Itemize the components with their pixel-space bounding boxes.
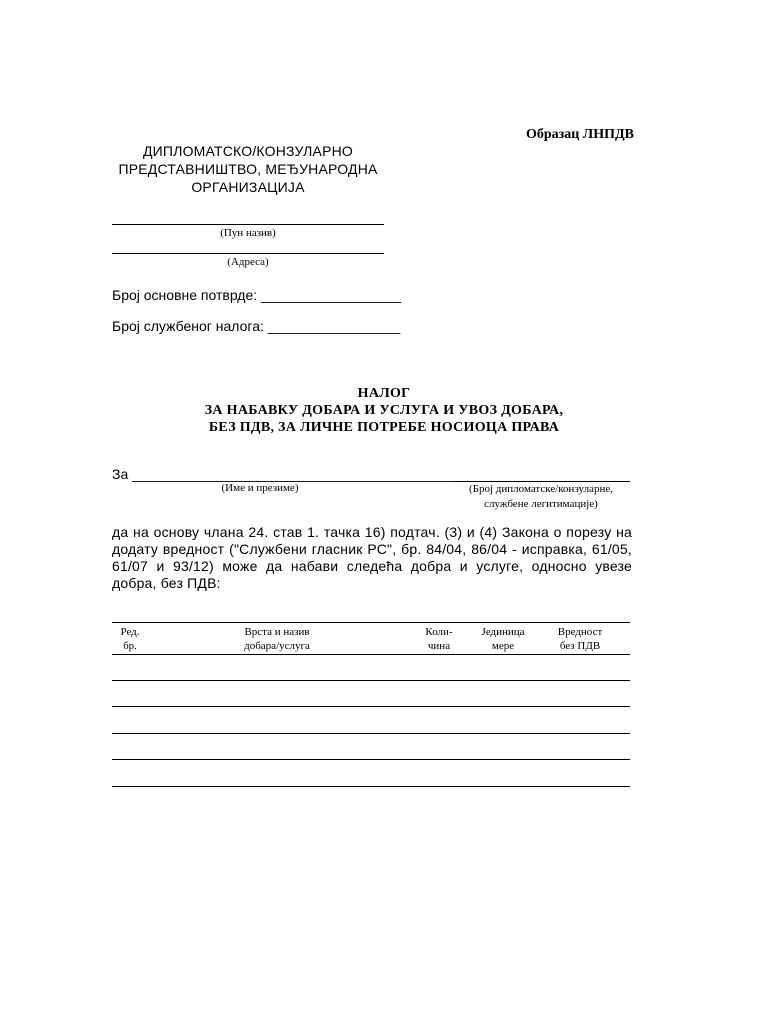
header-text: Ред.	[120, 626, 140, 638]
id-caption-line: (Број дипломатске/конзуларне,	[469, 483, 613, 495]
legal-basis-paragraph: да на основу члана 24. став 1. тачка 16) подтач. (3) и (4) Закона о порезу на додату вредност ("Службени гласник РС", бр. 84/04, 86/04 - исправка, 61/05, 61/07 и 93/12) може да набави следећа добра и услуге, односно увезе добра, без ПДВ:	[112, 524, 632, 591]
header-text: Коли-	[425, 626, 453, 638]
full-name-caption: (Пун назив)	[220, 227, 276, 239]
table-row[interactable]	[112, 706, 630, 707]
document-title	[100, 385, 668, 436]
table-top-border	[112, 622, 630, 623]
table-row[interactable]	[112, 733, 630, 734]
header-row-number	[112, 625, 148, 653]
person-name-caption: (Име и презиме)	[221, 482, 299, 494]
table-header-border	[112, 654, 630, 655]
title-line: ЗА НАБАВКУ ДОБАРА И УСЛУГА И УВОЗ ДОБАРА,	[204, 403, 564, 418]
header-unit	[470, 625, 536, 653]
form-code: Образац ЛНПДВ	[525, 127, 634, 142]
header-text: бр.	[123, 640, 137, 652]
confirmation-number-field[interactable]: Број основне потврде: __________________	[112, 287, 402, 303]
address-field[interactable]	[112, 253, 384, 254]
org-line: ОРГАНИЗАЦИЈА	[191, 179, 305, 195]
id-number-caption	[446, 482, 636, 512]
header-text: без ПДВ	[559, 640, 601, 652]
org-line: ДИПЛОМАТСКО/КОНЗУЛАРНО	[142, 143, 354, 159]
table-row[interactable]	[112, 680, 630, 681]
full-name-field[interactable]	[112, 224, 384, 225]
header-item-type	[212, 625, 342, 653]
header-text: Врста и назив	[244, 626, 310, 638]
header-text: добара/услуга	[244, 640, 310, 652]
header-text: Вредност	[557, 626, 603, 638]
header-text: Јединица	[481, 626, 525, 638]
header-quantity	[414, 625, 464, 653]
table-row[interactable]	[112, 786, 630, 787]
address-caption: (Адреса)	[227, 256, 269, 268]
header-text: чина	[427, 640, 451, 652]
header-text: мере	[491, 640, 515, 652]
title-line: БЕЗ ПДВ, ЗА ЛИЧНЕ ПОТРЕБЕ НОСИОЦА ПРАВА	[208, 420, 560, 435]
title-line: НАЛОГ	[357, 386, 411, 401]
id-caption-line: службене легитимације)	[484, 498, 598, 510]
header-value	[544, 625, 616, 653]
organization-heading	[108, 142, 388, 196]
org-line: ПРЕДСТАВНИШТВО, МЕЂУНАРОДНА	[118, 161, 378, 177]
order-number-field[interactable]: Број службеног налога: _________________	[112, 318, 401, 334]
table-row[interactable]	[112, 759, 630, 760]
person-name-field[interactable]: За _____________________________________________	[112, 466, 483, 482]
